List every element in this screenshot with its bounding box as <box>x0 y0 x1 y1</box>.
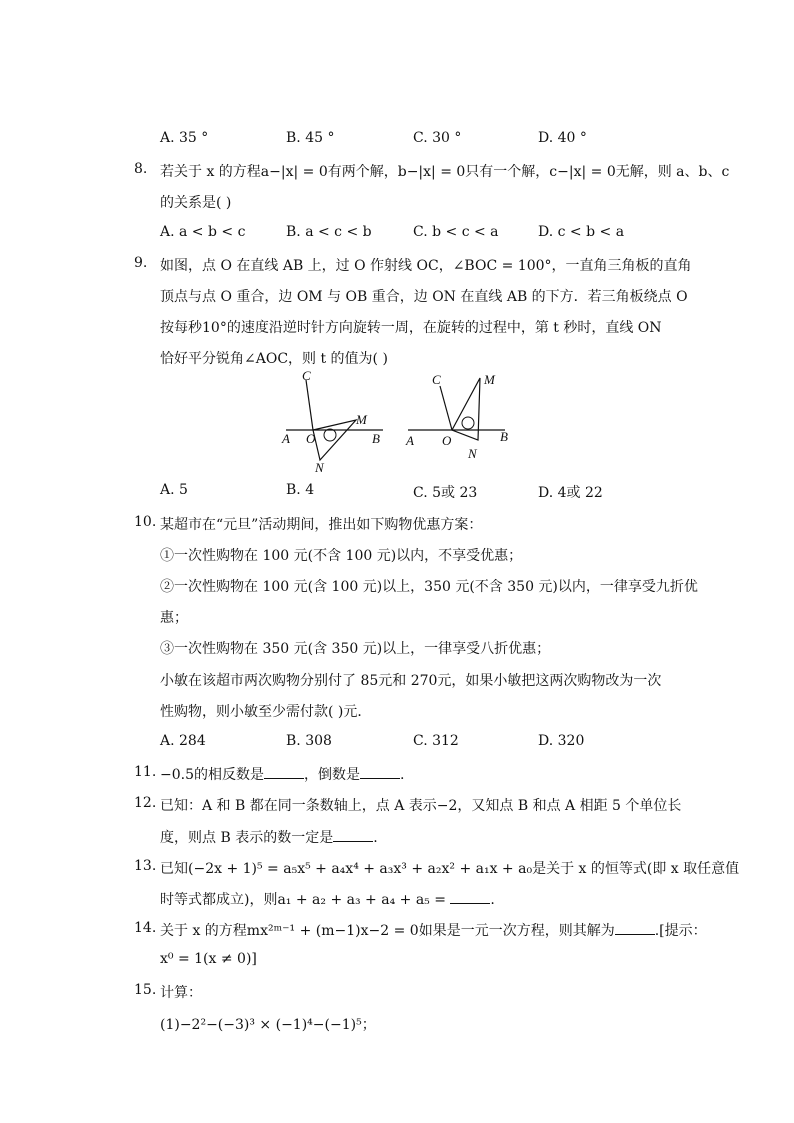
q11-blank-1[interactable] <box>264 766 304 779</box>
q9-line-3: 按每秒10°的速度沿逆时针方向旋转一周，在旋转的过程中，第 t 秒时，直线 ON <box>160 320 662 336</box>
q10-option-c: C. 312 <box>413 733 459 749</box>
q10-number: 10. <box>134 514 157 530</box>
q10-option-b: B. 308 <box>286 733 332 749</box>
q11-number: 11. <box>134 764 157 780</box>
q10-line-1: 某超市在“元旦”活动期间，推出如下购物优惠方案： <box>160 517 483 533</box>
q10-line-6: 小敏在该超市两次购物分别付了 85元和 270元，如果小敏把这两次购物改为一次 <box>160 673 662 689</box>
q11-text-b: ，倒数是 <box>304 767 360 783</box>
ray-oc <box>306 380 313 430</box>
q8-option-c: C. b < c < a <box>413 224 499 240</box>
q10-line-5: ③一次性购物在 350 元(含 350 元)以上，一律享受八折优惠； <box>160 641 551 657</box>
label-m: M <box>484 372 495 387</box>
label-b: B <box>500 429 508 444</box>
q15-line-1: 计算： <box>160 985 202 1001</box>
q13-number: 13. <box>134 858 157 874</box>
set-square <box>313 420 356 460</box>
q7-option-d: D. 40 ° <box>538 130 587 146</box>
q9-line-4: 恰好平分锐角∠AOC，则 t 的值为( ) <box>160 351 388 367</box>
q9-option-c: C. 5或 23 <box>413 485 478 501</box>
q12-line-2-end: . <box>373 830 378 846</box>
ray-oc <box>440 386 452 430</box>
q8-option-d: D. c < b < a <box>538 224 625 240</box>
label-n: N <box>315 460 324 475</box>
q12-line-2 <box>160 827 378 847</box>
q9-number: 9. <box>134 255 148 271</box>
q13-line-2-text: 时等式都成立)，则a₁ + a₂ + a₃ + a₄ + a₅ = <box>160 892 446 908</box>
q7-option-a: A. 35 ° <box>160 130 209 146</box>
q14-number: 14. <box>134 920 157 936</box>
set-square-hole <box>324 429 336 441</box>
q12-line-1: 已知：A 和 B 都在同一条数轴上，点 A 表示−2，又知点 B 和点 A 相距 5 个单位长 <box>160 798 682 814</box>
q13-line-2-end: . <box>490 892 495 908</box>
q8-option-b: B. a < c < b <box>286 224 372 240</box>
q14-blank[interactable] <box>615 922 655 935</box>
q10-line-4: 惠； <box>160 610 188 626</box>
q9-option-a: A. 5 <box>160 482 188 498</box>
q15-number: 15. <box>134 982 157 998</box>
q8-line-1: 若关于 x 的方程a−|x| = 0有两个解，b−|x| = 0只有一个解，c−|x| = 0无解，则 a、b、c <box>160 164 730 180</box>
label-b: B <box>372 431 380 446</box>
q12-line-2-text: 度，则点 B 表示的数一定是 <box>160 830 334 846</box>
q11-text-c: . <box>400 767 405 783</box>
q7-option-b: B. 45 ° <box>286 130 335 146</box>
q9-figure-1 <box>278 368 388 476</box>
q9-line-2: 顶点与点 O 重合，边 OM 与 OB 重合，边 ON 在直线 AB 的下方．若三角板绕点 O <box>160 289 688 305</box>
label-n: N <box>468 446 477 461</box>
q13-blank[interactable] <box>450 891 490 904</box>
q8-option-a: A. a < b < c <box>160 224 246 240</box>
q11-text <box>160 764 404 784</box>
label-o: O <box>442 433 452 448</box>
q13-line-2 <box>160 889 495 909</box>
q12-blank[interactable] <box>333 829 373 842</box>
q15-line-2: (1)−2²−(−3)³ × (−1)⁴−(−1)⁵； <box>160 1017 376 1033</box>
q7-option-c: C. 30 ° <box>413 130 462 146</box>
q10-line-3: ②一次性购物在 100 元(含 100 元)以上，350 元(不含 350 元)以内，一律享受九折优 <box>160 579 698 595</box>
q10-line-7: 性购物，则小敏至少需付款( )元． <box>160 704 372 720</box>
q14-line-2: x⁰ = 1(x ≠ 0)] <box>160 951 257 967</box>
q8-line-2: 的关系是( ) <box>160 195 232 211</box>
label-c: C <box>302 368 311 383</box>
q9-option-b: B. 4 <box>286 482 315 498</box>
label-a: A <box>282 431 290 446</box>
q11-blank-2[interactable] <box>360 766 400 779</box>
q12-number: 12. <box>134 795 157 811</box>
label-a: A <box>406 433 414 448</box>
label-c: C <box>432 372 441 387</box>
q13-line-1: 已知(−2x + 1)⁵ = a₅x⁵ + a₄x⁴ + a₃x³ + a₂x² + a₁x + a₀是关于 x 的恒等式(即 x 取任意值 <box>160 861 740 877</box>
q14-line-1 <box>160 920 707 940</box>
q14-line-1-text: 关于 x 的方程mx²ᵐ⁻¹ + (m−1)x−2 = 0如果是一元一次方程，则其解为 <box>160 923 615 939</box>
q14-line-1-end: .[提示： <box>654 923 707 939</box>
q8-number: 8. <box>134 161 148 177</box>
q9-figure-2 <box>400 368 518 468</box>
q11-text-a: −0.5的相反数是 <box>160 767 264 783</box>
set-square-hole <box>462 417 474 429</box>
set-square <box>452 378 480 440</box>
q10-option-d: D. 320 <box>538 733 585 749</box>
q10-option-a: A. 284 <box>160 733 206 749</box>
q9-line-1: 如图，点 O 在直线 AB 上，过 O 作射线 OC，∠BOC = 100°，一直角三角板的直角 <box>160 258 692 274</box>
label-o: O <box>306 431 316 446</box>
q9-option-d: D. 4或 22 <box>538 485 603 501</box>
q10-line-2: ①一次性购物在 100 元(不含 100 元)以内，不享受优惠； <box>160 548 523 564</box>
label-m: M <box>356 412 367 427</box>
